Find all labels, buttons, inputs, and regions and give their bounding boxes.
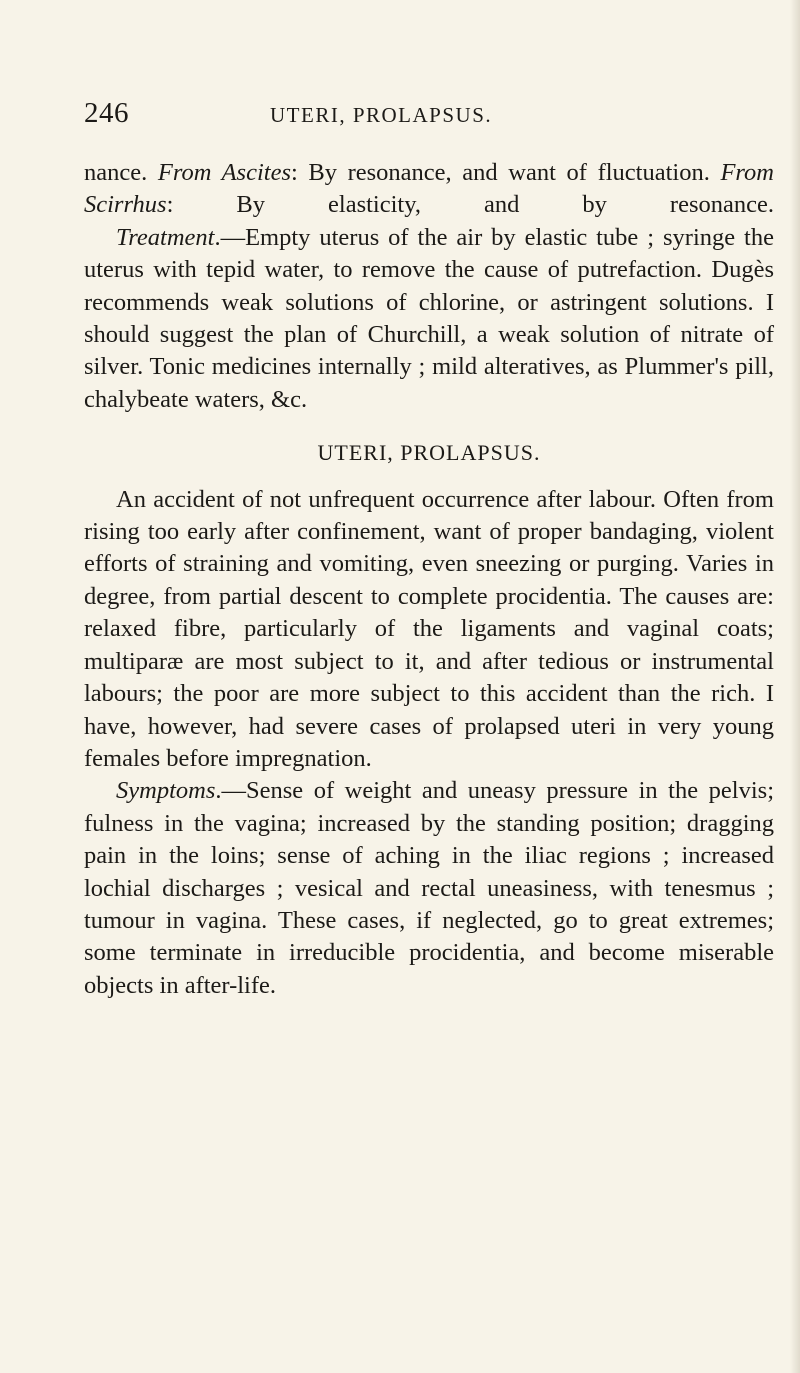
text-run: : By elasticity, and by resonance. bbox=[166, 191, 774, 219]
italic-run: From Scirrhus bbox=[84, 159, 774, 219]
page-header bbox=[84, 97, 774, 137]
text-run: .—Empty uterus of the air by elastic tube ; syringe the uterus with tepid water, to remove the cause of putrefaction. Dugès recommends weak solutions of chlorine, or astringent solutions. I should suggest the plan of Churchill, a weak solution of nitrate of silver. Tonic medicines internally ; mild alteratives, as Plummer's pill, chalybeate waters, &c. bbox=[84, 223, 774, 413]
paragraph-symptoms bbox=[84, 775, 774, 1002]
text-run: nance. bbox=[84, 159, 158, 186]
italic-run: Symptoms bbox=[116, 777, 216, 805]
page-number: 246 bbox=[84, 97, 129, 129]
italic-run: From Ascites bbox=[157, 159, 291, 186]
paragraph-diagnosis bbox=[84, 157, 774, 222]
running-head: UTERI, PROLAPSUS. bbox=[270, 103, 493, 127]
text-run: .—Sense of weight and uneasy pressure in the pelvis; fulness in the vagina; increased by the standing position; dragging pain in the loins; sense of aching in the iliac regions ; increased lochial discharges ; vesical and rectal uneasiness, with tenesmus ; tumour in vagina. These cases, if neglected, go to great extremes; some terminate in irreducible procidentia, and become miserable objects in after-life. bbox=[84, 777, 774, 999]
italic-run: Treatment bbox=[116, 223, 215, 251]
page-body bbox=[84, 157, 774, 1002]
paragraph-treatment bbox=[84, 222, 774, 416]
section-title: UTERI, PROLAPSUS. bbox=[317, 440, 541, 466]
text-run: : By resonance, and want of fluctuation. bbox=[290, 159, 721, 186]
paragraph-prolapsus bbox=[84, 484, 774, 776]
page-edge-shadow bbox=[790, 0, 800, 1373]
text-run: An accident of not unfrequent occurrence after labour. Often from rising too early after confinement, want of proper bandaging, violent efforts of straining and vomiting, even sneezing or purging. Varies in degree, from partial descent to complete procidentia. The causes are: relaxed fibre, particularly of the ligaments and vaginal coats; multiparæ are most subject to it, and after tedious or instrumental labours; the poor are more subject to this accident than the rich. I have, however, had severe cases of prolapsed uteri in very young females before impregnation. bbox=[84, 485, 774, 772]
